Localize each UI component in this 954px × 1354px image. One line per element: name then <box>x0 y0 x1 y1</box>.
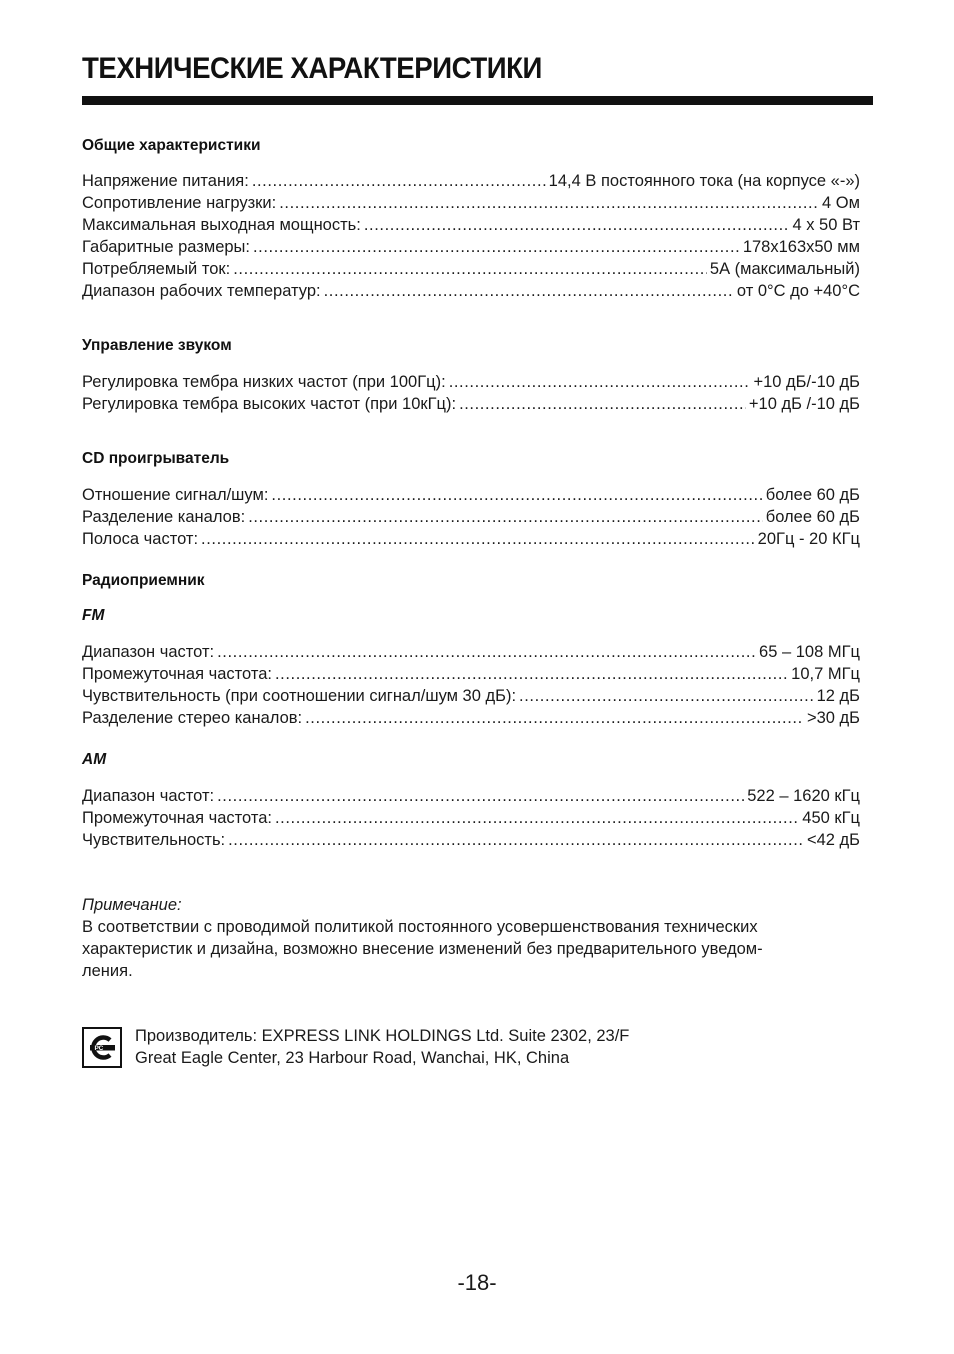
note-line: ления. <box>82 962 133 980</box>
spec-value: 5А (максимальный) <box>709 260 860 278</box>
spec-row <box>82 663 860 685</box>
spec-row <box>82 641 860 663</box>
spec-label: Полоса частот: <box>82 530 199 548</box>
spec-row <box>82 685 860 707</box>
spec-label: Напряжение питания: <box>82 172 249 190</box>
spec-label: Диапазон частот: <box>82 787 215 805</box>
manufacturer-text <box>135 1025 629 1069</box>
dot-leader <box>275 807 799 829</box>
spec-row <box>82 371 860 393</box>
spec-value: более 60 дБ <box>765 486 860 504</box>
spec-row <box>82 785 860 807</box>
spec-label: Чувствительность: <box>82 831 226 849</box>
dot-leader <box>217 785 744 807</box>
spec-value: от 0°С до +40°С <box>736 282 860 300</box>
spec-label: Чувствительность (при соотношении сигнал/шум 30 дБ): <box>82 687 517 705</box>
am-subheading: AM <box>82 751 107 768</box>
dot-leader <box>233 258 707 280</box>
section-radio-heading: Радиоприемник <box>82 572 205 589</box>
note-line: В соответствии с проводимой политикой постоянного усовершенствования технических <box>82 918 758 936</box>
spec-label: Потребляемый ток: <box>82 260 231 278</box>
spec-value: 12 дБ <box>816 687 860 705</box>
am-spec-list <box>82 785 860 851</box>
spec-value: >30 дБ <box>806 709 860 727</box>
spec-label: Сопротивление нагрузки: <box>82 194 277 212</box>
spec-value: +10 дБ/-10 дБ <box>753 373 860 391</box>
spec-label: Максимальная выходная мощность: <box>82 216 361 234</box>
spec-label: Разделение каналов: <box>82 508 246 526</box>
dot-leader <box>279 192 819 214</box>
spec-label: Разделение стерео каналов: <box>82 709 303 727</box>
spec-label: Промежуточная частота: <box>82 665 272 683</box>
spec-row <box>82 258 860 280</box>
dot-leader <box>449 371 751 393</box>
spec-row <box>82 170 860 192</box>
spec-label: Диапазон рабочих температур: <box>82 282 321 300</box>
spec-row <box>82 393 860 415</box>
dot-leader <box>217 641 756 663</box>
spec-row <box>82 236 860 258</box>
spec-row <box>82 192 860 214</box>
dot-leader <box>324 280 734 302</box>
dot-leader <box>248 506 763 528</box>
dot-leader <box>305 707 804 729</box>
spec-value: 65 – 108 МГц <box>759 643 860 661</box>
spec-row <box>82 214 860 236</box>
spec-label: Диапазон частот: <box>82 643 215 661</box>
title-underline <box>82 96 873 105</box>
section-cd-heading: CD проигрыватель <box>82 450 230 467</box>
spec-label: Габаритные размеры: <box>82 238 250 256</box>
spec-row <box>82 707 860 729</box>
dot-leader <box>275 663 788 685</box>
spec-label: Отношение сигнал/шум: <box>82 486 269 504</box>
spec-value: 178x163x50 мм <box>742 238 860 256</box>
spec-row <box>82 807 860 829</box>
spec-label: Регулировка тембра низких частот (при 100Гц): <box>82 373 446 391</box>
cd-spec-list <box>82 484 860 550</box>
general-spec-list <box>82 170 860 302</box>
note-title: Примечание: <box>82 896 182 914</box>
logo-lettering: РС <box>94 1044 104 1052</box>
spec-row <box>82 829 860 851</box>
rst-logo-graphic <box>84 1029 120 1066</box>
spec-label: Регулировка тембра высоких частот (при 10кГц): <box>82 395 457 413</box>
section-sound-heading: Управление звуком <box>82 337 232 354</box>
spec-value: 4 x 50 Вт <box>792 216 860 234</box>
spec-value: <42 дБ <box>806 831 860 849</box>
dot-leader <box>228 829 804 851</box>
manufacturer-line: Производитель: EXPRESS LINK HOLDINGS Ltd. Suite 2302, 23/F <box>135 1027 630 1045</box>
note-line: характеристик и дизайна, возможно внесение изменений без предварительного уведом- <box>82 940 763 958</box>
note-block <box>82 894 872 982</box>
spec-label: Промежуточная частота: <box>82 809 272 827</box>
sound-spec-list <box>82 371 860 415</box>
dot-leader <box>201 528 755 550</box>
spec-value: 522 – 1620 кГц <box>747 787 860 805</box>
section-general-heading: Общие характеристики <box>82 137 261 154</box>
dot-leader <box>253 236 740 258</box>
spec-value: 10,7 МГц <box>791 665 860 683</box>
manufacturer-line: Great Eagle Center, 23 Harbour Road, Wanchai, HK, China <box>135 1049 570 1067</box>
fm-spec-list <box>82 641 860 729</box>
spec-row <box>82 484 860 506</box>
fm-subheading: FM <box>82 607 105 624</box>
spec-value: 20Гц - 20 КГц <box>757 530 860 548</box>
dot-leader <box>252 170 546 192</box>
spec-value: более 60 дБ <box>765 508 860 526</box>
dot-leader <box>364 214 790 236</box>
dot-leader <box>459 393 746 415</box>
spec-value: 450 кГц <box>802 809 860 827</box>
spec-row <box>82 280 860 302</box>
spec-value: 14,4 В постоянного тока (на корпусе «-») <box>548 172 860 190</box>
spec-row <box>82 528 860 550</box>
dot-leader <box>519 685 814 707</box>
spec-value: +10 дБ /-10 дБ <box>748 395 860 413</box>
page-title: ТЕХНИЧЕСКИЕ ХАРАКТЕРИСТИКИ <box>82 52 542 85</box>
rst-certification-mark-icon <box>82 1027 122 1068</box>
manufacturer-block <box>82 1025 872 1071</box>
dot-leader <box>271 484 762 506</box>
spec-value: 4 Ом <box>822 194 860 212</box>
page-number: -18- <box>457 1270 497 1295</box>
spec-row <box>82 506 860 528</box>
